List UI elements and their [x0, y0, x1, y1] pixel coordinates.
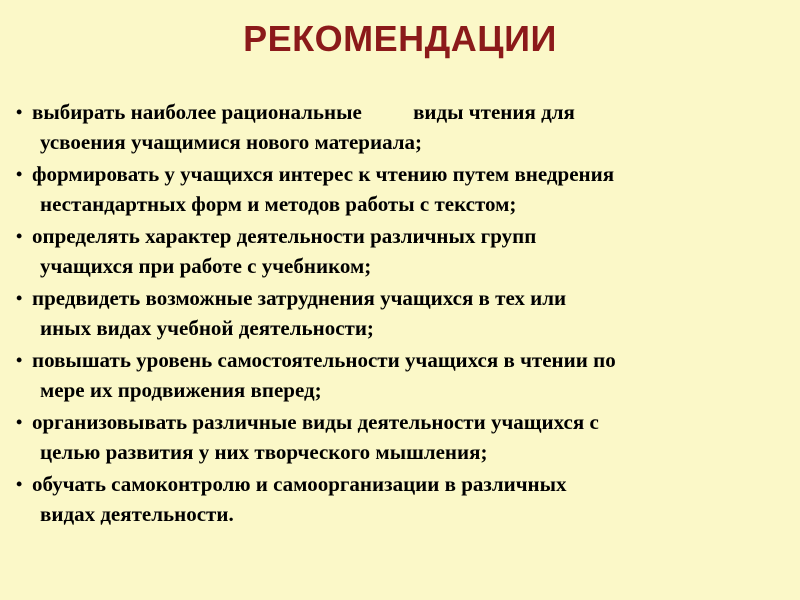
item-line-1 [32, 283, 794, 313]
item-line-2: видах деятельности. [40, 502, 234, 526]
item-text: самоконтролю и [111, 472, 268, 496]
bullet-icon: • [16, 102, 23, 122]
item-text: групп [480, 224, 537, 248]
item-text: самоорганизации [273, 472, 440, 496]
item-text: возможные [145, 286, 253, 310]
list-item [14, 97, 794, 157]
item-text: затруднения [257, 286, 375, 310]
list-item [14, 221, 794, 281]
item-line-1 [32, 407, 794, 437]
item-text: в различных [444, 472, 567, 496]
list-item [14, 407, 794, 467]
item-line-1: формировать у учащихся интерес к чтению путем внедрения [32, 162, 615, 186]
list-item [14, 345, 794, 405]
list-item [14, 283, 794, 343]
bullet-icon: • [16, 226, 23, 246]
item-text: определять характер [32, 224, 232, 248]
item-line-1 [32, 221, 744, 251]
item-text: выбирать наиболее рациональные [32, 100, 362, 124]
list-item [14, 159, 794, 219]
item-line-1 [32, 469, 794, 499]
item-line-2: целью развития у них творческого мышления; [40, 440, 488, 464]
item-text: различные виды деятельности учащихся с [192, 410, 599, 434]
bullet-icon: • [16, 350, 23, 370]
list-item [14, 469, 794, 529]
item-line-2: иных видах учебной деятельности; [40, 316, 374, 340]
item-line-2: мере их продвижения вперед; [40, 378, 322, 402]
item-text: организовывать [32, 410, 188, 434]
item-text: предвидеть [32, 286, 141, 310]
bullet-icon: • [16, 288, 23, 308]
item-text: учащихся в тех или [380, 286, 567, 310]
page-title: РЕКОМЕНДАЦИИ [243, 18, 557, 59]
item-text: обучать [32, 472, 106, 496]
item-text: различных [370, 224, 476, 248]
item-line-2: усвоения учащимися нового материала; [40, 130, 423, 154]
item-line-1: повышать уровень самостоятельности учащихся в чтении по [32, 348, 616, 372]
item-text: виды чтения для [413, 100, 575, 124]
bullet-icon: • [16, 412, 23, 432]
item-line-2: нестандартных форм и методов работы с текстом; [40, 192, 517, 216]
bullet-icon: • [16, 164, 23, 184]
item-line-2: учащихся при работе с учебником; [40, 254, 372, 278]
bullet-icon: • [16, 474, 23, 494]
item-text: деятельности [236, 224, 365, 248]
recommendations-list [14, 97, 794, 531]
item-line-1 [32, 97, 575, 127]
